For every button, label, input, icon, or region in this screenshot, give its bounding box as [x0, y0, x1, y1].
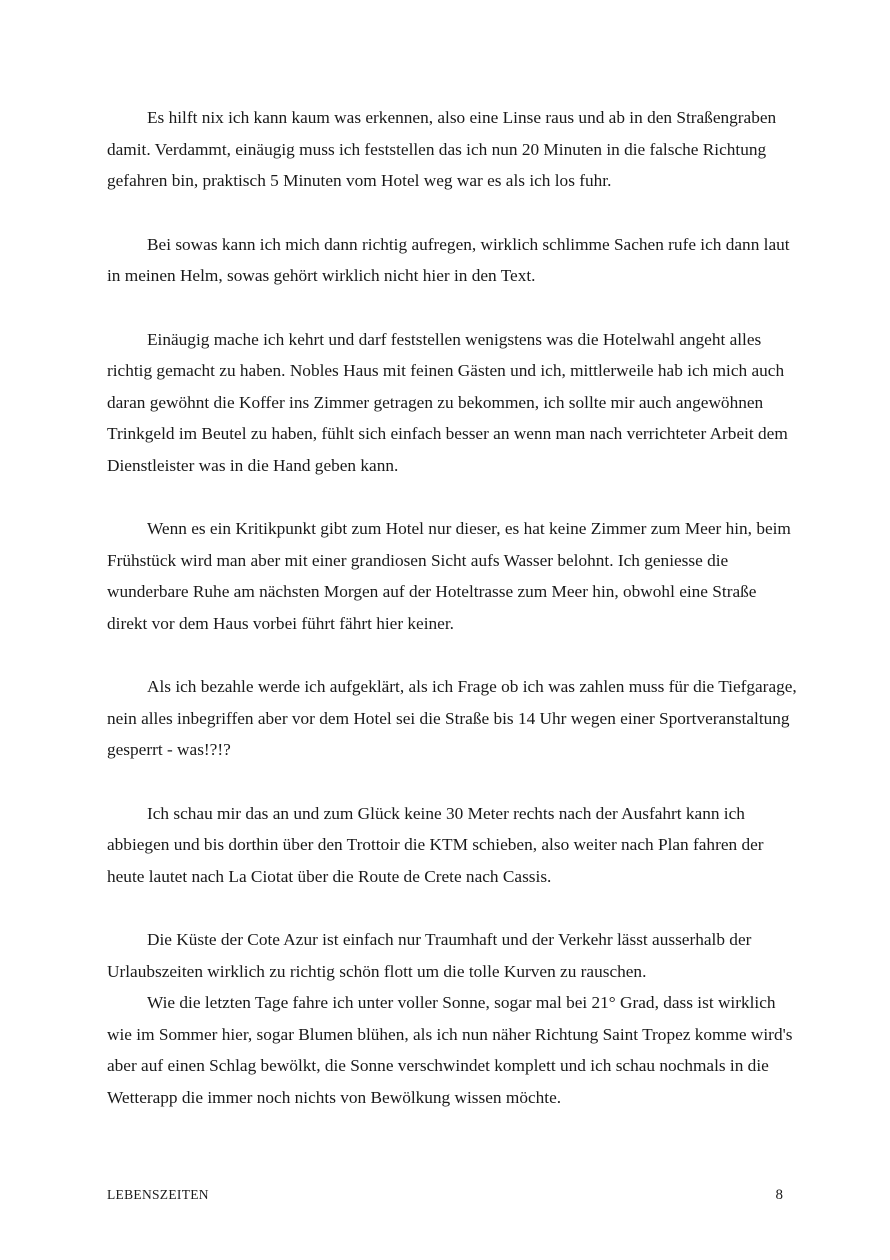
paragraph-2: Bei sowas kann ich mich dann richtig aufregen, wirklich schlimme Sachen rufe ich dann laut in meinen Helm, sowas gehört wirklich nicht hier in den Text. — [107, 234, 790, 285]
paragraph-5: Als ich bezahle werde ich aufgeklärt, als ich Frage ob ich was zahlen muss für die Tiefgarage, nein alles inbegriffen aber vor dem Hotel sei die Straße bis 14 Uhr wegen einer Sportveranstaltung gesperrt - was!?!? — [107, 677, 797, 759]
paragraph-6: Ich schau mir das an und zum Glück keine 30 Meter rechts nach der Ausfahrt kann ich abbiegen und bis dorthin über den Trottoir die KTM schieben, also weiter nach Plan fahren der heute lautet nach La Ciotat über die Route de Crete nach Cassis. — [107, 803, 764, 886]
paragraph-7: Die Küste der Cote Azur ist einfach nur Traumhaft und der Verkehr lässt ausserhalb der Urlaubszeiten wirklich zu richtig schön flott um die tolle Kurven zu rauschen. — [107, 930, 752, 981]
paragraph-1: Es hilft nix ich kann kaum was erkennen, also eine Linse raus und ab in den Straßengraben damit. Verdammt, einäugig muss ich feststellen das ich nun 20 Minuten in die falsche Richtung gefahren bin, praktisch 5 Minuten vom Hotel weg war es als ich los fuhr. — [107, 108, 777, 190]
paragraph-8: Wie die letzten Tage fahre ich unter voller Sonne, sogar mal bei 21° Grad, dass ist wirklich wie im Sommer hier, sogar Blumen blühen, als ich nun näher Richtung Saint Tropez komme wird's aber auf einen Schlag bewölkt, die Sonne verschwindet komplett und ich schau nochmals in die Wetterapp die immer noch nichts von Bewölkung wissen möchte. — [107, 993, 793, 1107]
footer-title: LEBENSZEITEN — [107, 1187, 209, 1202]
page-number: 8 — [775, 1187, 783, 1203]
document-body — [107, 102, 797, 1113]
paragraph-3: Einäugig mache ich kehrt und darf feststellen wenigstens was die Hotelwahl angeht alles richtig gemacht zu haben. Nobles Haus mit feinen Gästen und ich, mittlerweile hab ich mich auch daran gewöhnt die Koffer ins Zimmer getragen zu bekommen, ich sollte mir auch angewöhnen Trinkgeld im Beutel zu haben, fühlt sich einfach besser an wenn man nach verrichteter Arbeit dem Dienstleister was in die Hand geben kann. — [107, 329, 788, 475]
paragraph-4: Wenn es ein Kritikpunkt gibt zum Hotel nur dieser, es hat keine Zimmer zum Meer hin, beim Frühstück wird man aber mit einer grandiosen Sicht aufs Wasser belohnt. Ich geniesse die wunderbare Ruhe am nächsten Morgen auf der Hoteltrasse zum Meer hin, obwohl eine Straße direkt vor dem Haus vorbei führt fährt hier keiner. — [107, 519, 791, 633]
